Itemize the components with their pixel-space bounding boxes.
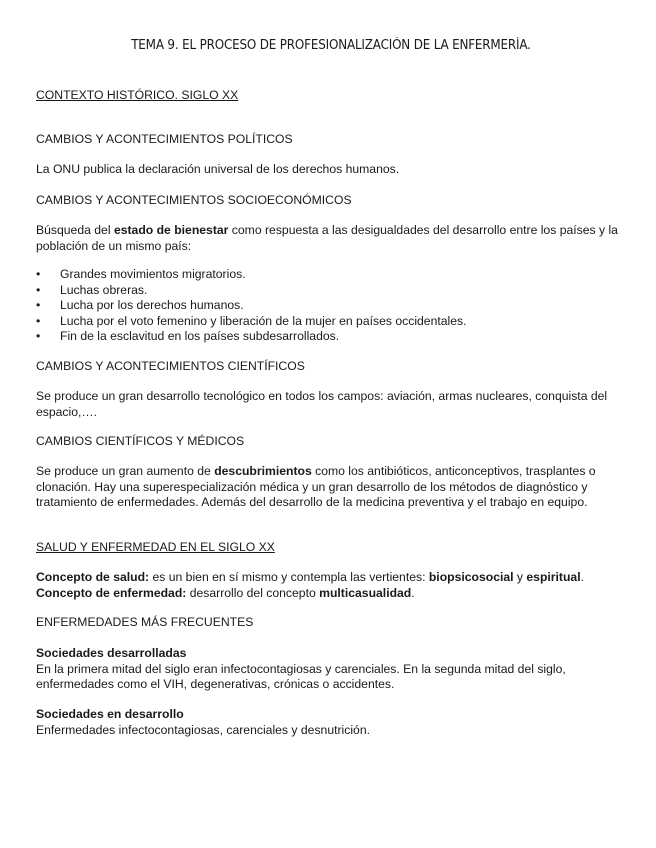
text-run: . [580,570,584,584]
paragraph-scientific: Se produce un gran desarrollo tecnológico en todos los campos: aviación, armas nucleares, conquista del espacio,…. [36,389,608,419]
text-run: es un bien en sí mismo y contempla las vertientes: [149,570,429,584]
bullet-list-socioeconomic [36,267,626,345]
subheading-medical: CAMBIOS CIENTÍFICOS Y MÉDICOS [36,434,245,448]
list-item: • Luchas obreras. [36,283,626,299]
subheading-socioeconomic: CAMBIOS Y ACONTECIMIENTOS SOCIOECONÓMICOS [36,193,352,207]
text-run: como respuesta a las desigualdades del desarrollo entre los países y la población de un mismo país: [36,223,618,253]
subheading-scientific: CAMBIOS Y ACONTECIMIENTOS CIENTÍFICOS [36,359,305,373]
health-label: Concepto de salud: [36,570,150,584]
list-item: • Grandes movimientos migratorios. [36,267,626,283]
text-run: como los antibióticos, anticonceptivos, trasplantes o clonación. Hay una superespecialización médica y un gran desarrollo de los métodos de diagnóstico y tratamiento de enfermedades. Además del desarrollo de la medicina preventiva y el trabajo en equipo. [36,464,596,509]
list-item: • Lucha por el voto femenino y liberación de la mujer en países occidentales. [36,314,626,330]
list-item: • Fin de la esclavitud en los países subdesarrollados. [36,329,626,345]
bold-term-multicasualidad: multicasualidad [319,585,412,600]
bold-term-descubrimientos: descubrimientos [214,464,312,478]
bold-term-espiritual: espiritual [526,570,581,584]
developed-societies-text: En la primera mitad del siglo eran infectocontagiosas y carenciales. En la segunda mitad del siglo, enfermedades como el VIH, degenerativas, crónicas o accidentes. [36,661,566,691]
text-run: y [513,570,527,584]
text-run: Se produce un gran aumento de [36,464,215,478]
developed-societies-label: Sociedades desarrolladas [36,646,187,660]
paragraph-medical [36,464,626,511]
list-item: • Lucha por los derechos humanos. [36,298,626,314]
disease-label: Concepto de enfermedad: [36,585,187,600]
section-heading-health: SALUD Y ENFERMEDAD EN EL SIGLO XX [36,540,275,554]
bold-term-estado-bienestar: estado de bienestar [113,223,229,237]
subheading-frequent-diseases: ENFERMEDADES MÁS FRECUENTES [36,615,254,629]
paragraph-socioeconomic [36,223,626,254]
document-title: TEMA 9. EL PROCESO DE PROFESIONALIZACIÓN DE LA ENFERMERÍA. [131,38,531,53]
developing-societies-text: Enfermedades infectocontagiosas, carenciales y desnutrición. [36,722,370,737]
section-heading-context: CONTEXTO HISTÓRICO. SIGLO XX [36,88,239,102]
text-run: . [411,585,415,600]
text-run: desarrollo del concepto [186,585,320,600]
developing-societies-label: Sociedades en desarrollo [36,707,184,721]
text-run: Búsqueda del [36,223,114,237]
bold-term-biopsicosocial: biopsicosocial [428,570,514,584]
disease-concept-line [36,586,626,602]
subheading-political: CAMBIOS Y ACONTECIMIENTOS POLÍTICOS [36,132,293,146]
paragraph-political: La ONU publica la declaración universal de los derechos humanos. [36,162,400,176]
health-concept-line [36,570,626,586]
